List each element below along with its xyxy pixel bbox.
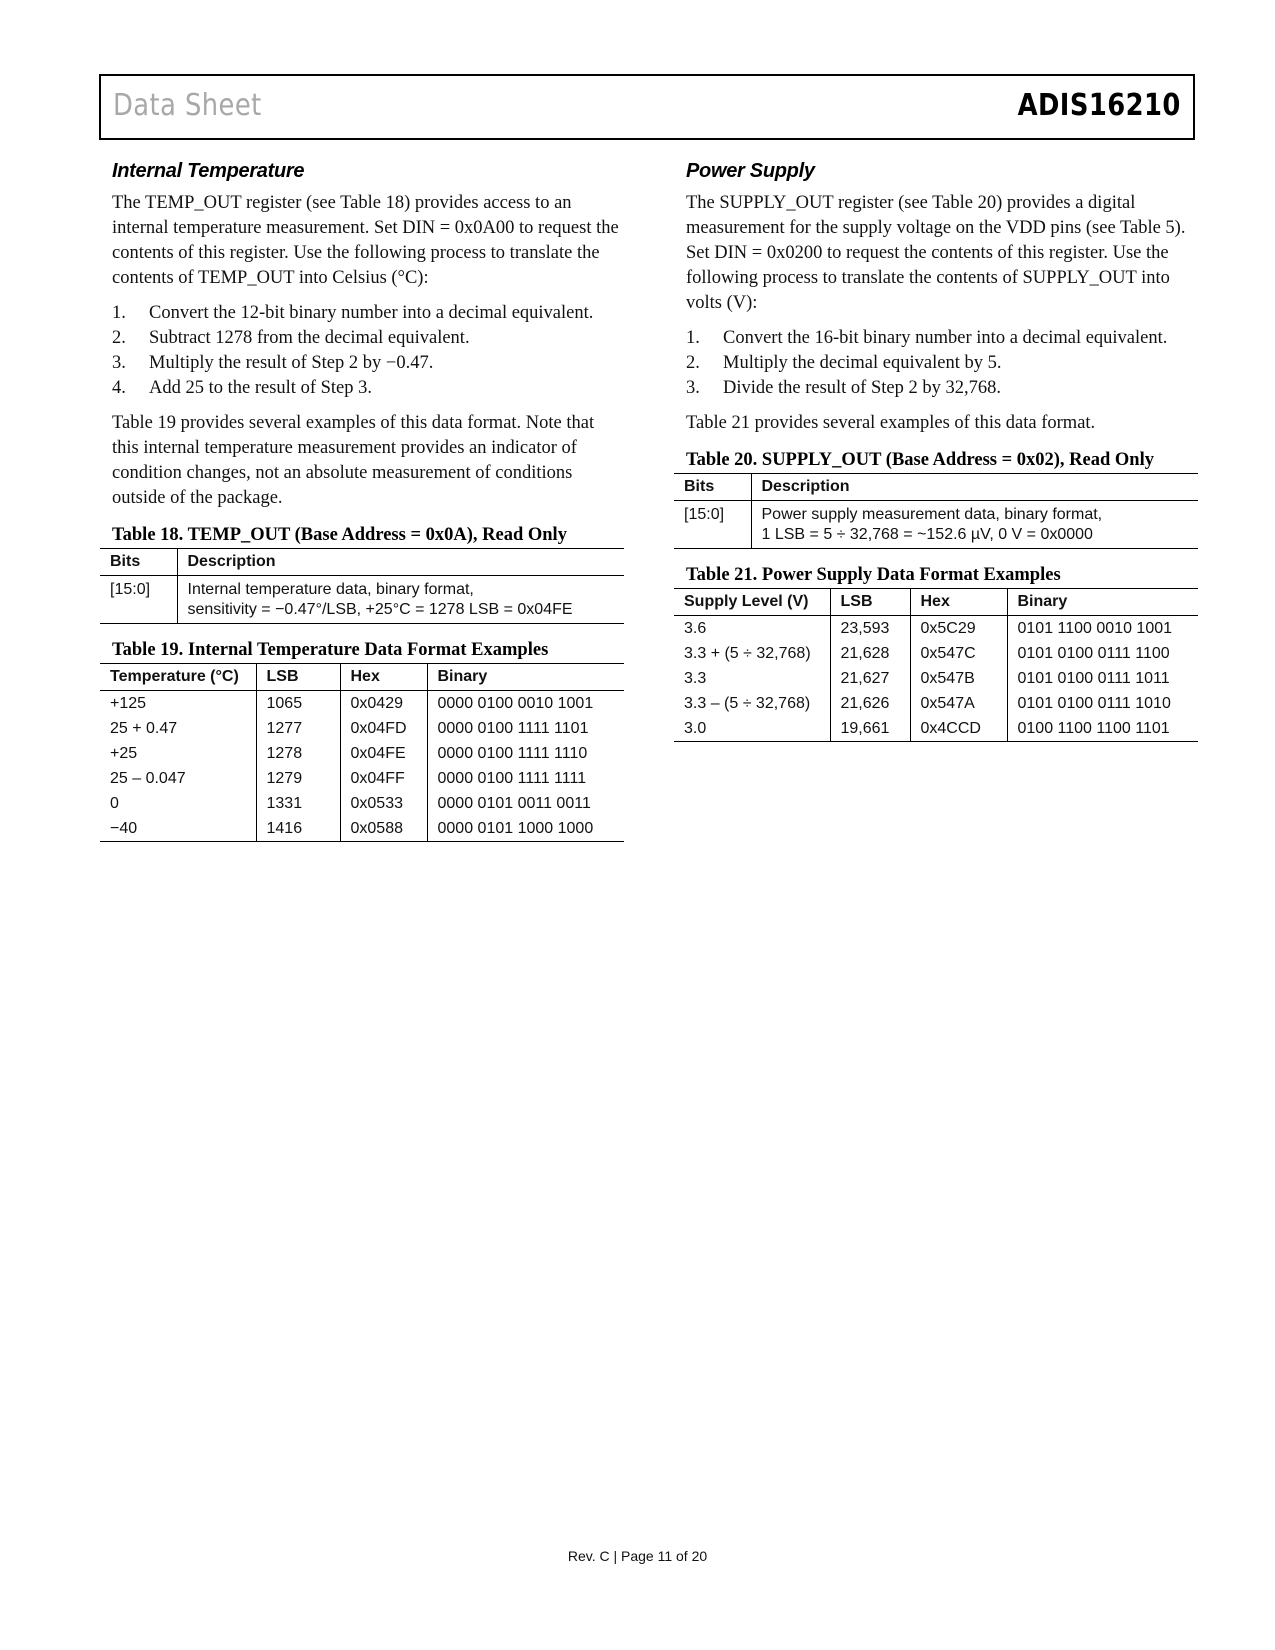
header-doc-type: Data Sheet — [113, 88, 262, 123]
table-header: Binary — [1007, 589, 1198, 616]
table-header: LSB — [256, 664, 340, 691]
table-cell: 21,626 — [830, 691, 910, 716]
temp-steps-list — [112, 301, 622, 401]
table18 — [100, 548, 624, 624]
table-row — [100, 716, 624, 741]
table-cell: 0000 0100 1111 1101 — [427, 716, 624, 741]
table-row — [100, 691, 624, 717]
table-row — [674, 501, 1198, 549]
left-column — [112, 160, 622, 842]
table-cell: 3.6 — [684, 620, 707, 637]
section-heading-power-supply: Power Supply — [686, 160, 815, 182]
table19 — [100, 663, 624, 842]
supply-intro-paragraph: The SUPPLY_OUT register (see Table 20) provides a digital measurement for the supply voltage on the VDD pins (see Table 5). Set DIN = 0x0200 to request the contents of this register. Use the following process to translate the contents of SUPPLY_OUT into volts (V): — [686, 193, 1186, 313]
list-item: 3. Multiply the result of Step 2 by −0.47. — [112, 353, 434, 373]
table-row — [100, 741, 624, 766]
table-cell: 0000 0101 0011 0011 — [427, 791, 624, 816]
table-cell: 1065 — [256, 691, 340, 717]
table-cell: 0x04FF — [340, 766, 427, 791]
table-header-row — [674, 474, 1198, 501]
table-cell: +25 — [110, 745, 138, 762]
table-cell: 0101 0100 0111 1010 — [1007, 691, 1198, 716]
table20 — [674, 473, 1198, 549]
table-cell: 1416 — [256, 816, 340, 842]
supply-steps-list — [686, 326, 1196, 401]
table-row — [674, 691, 1198, 716]
header-part-number: ADIS16210 — [1017, 88, 1181, 123]
table-cell: 1278 — [256, 741, 340, 766]
table-cell: 0x4CCD — [910, 716, 1007, 742]
temp-note-paragraph: Table 19 provides several examples of this data format. Note that this internal temperature measurement provides an indicator of condition changes, not an absolute measurement of conditions outside of the package. — [112, 413, 595, 508]
table-cell: [15:0] — [100, 576, 177, 624]
table-header: Supply Level (V) — [674, 589, 830, 616]
page-footer: Rev. C | Page 11 of 20 — [567, 1548, 708, 1564]
list-item: 4. Add 25 to the result of Step 3. — [112, 378, 373, 398]
list-item: 1. Convert the 12-bit binary number into a decimal equivalent. — [112, 303, 594, 323]
list-item: 3. Divide the result of Step 2 by 32,768. — [686, 378, 1001, 398]
table-header: LSB — [830, 589, 910, 616]
table-cell: −40 — [100, 816, 256, 842]
table-cell: 1277 — [256, 716, 340, 741]
table-cell: 0100 1100 1100 1101 — [1007, 716, 1198, 742]
table-row — [674, 716, 1198, 742]
table-header: Description — [177, 549, 624, 576]
table-cell: 0101 1100 0010 1001 — [1007, 616, 1198, 642]
table-cell: 19,661 — [830, 716, 910, 742]
table-cell: 3.3 – (5 ÷ 32,768) — [684, 695, 811, 712]
list-item: 1. Convert the 16-bit binary number into a decimal equivalent. — [686, 328, 1168, 348]
table-cell: 3.3 + (5 ÷ 32,768) — [684, 645, 811, 662]
table-row — [674, 641, 1198, 666]
table-cell: 0101 0100 0111 1100 — [1007, 641, 1198, 666]
table-cell: 3.0 — [674, 716, 830, 742]
table-cell: 23,593 — [830, 616, 910, 642]
table-header: Bits — [674, 474, 751, 501]
table-cell: 0x547C — [910, 641, 1007, 666]
table-cell: 0000 0100 1111 1110 — [427, 741, 624, 766]
right-column — [686, 160, 1196, 742]
supply-note-paragraph: Table 21 provides several examples of this data format. — [686, 413, 1096, 433]
table-cell: 0x547B — [910, 666, 1007, 691]
table-cell: 21,627 — [830, 666, 910, 691]
section-heading-internal-temperature: Internal Temperature — [112, 160, 305, 182]
table-header: Binary — [427, 664, 624, 691]
table-row — [100, 766, 624, 791]
table-cell: [15:0] — [674, 501, 751, 549]
list-item: 2. Multiply the decimal equivalent by 5. — [686, 353, 1002, 373]
table-row — [674, 616, 1198, 642]
table-header-row — [100, 549, 624, 576]
table-header: Bits — [100, 549, 177, 576]
table-cell: 0x04FE — [340, 741, 427, 766]
table-cell: 0000 0101 1000 1000 — [427, 816, 624, 842]
table-cell: 3.3 — [684, 670, 707, 687]
table-cell: 0x547A — [910, 691, 1007, 716]
table-header: Temperature (°C) — [100, 664, 256, 691]
table-cell: +125 — [110, 695, 147, 712]
table19-caption: Table 19. Internal Temperature Data Format Examples — [112, 640, 549, 660]
table-row — [100, 791, 624, 816]
table-cell: 1331 — [256, 791, 340, 816]
table-row — [674, 666, 1198, 691]
table-cell: 0x5C29 — [910, 616, 1007, 642]
table-row — [100, 576, 624, 624]
table-cell: 25 – 0.047 — [110, 770, 186, 787]
temp-intro-paragraph: The TEMP_OUT register (see Table 18) provides access to an internal temperature measurement. Set DIN = 0x0A00 to request the contents of this register. Use the following process to translate the contents of TEMP_OUT into Celsius (°C): — [112, 193, 619, 288]
table-cell: 21,628 — [830, 641, 910, 666]
table20-caption: Table 20. SUPPLY_OUT (Base Address = 0x02), Read Only — [686, 450, 1154, 470]
table-cell: Power supply measurement data, binary format, 1 LSB = 5 ÷ 32,768 = ~152.6 µV, 0 V = 0x0000 — [751, 501, 1198, 549]
table-cell: 0x0429 — [340, 691, 427, 717]
page-header — [99, 74, 1195, 140]
table-row — [100, 816, 624, 842]
table-cell: 0 — [110, 795, 119, 812]
list-item: 2. Subtract 1278 from the decimal equivalent. — [112, 328, 470, 348]
table-cell: 0x04FD — [340, 716, 427, 741]
table-cell: 0000 0100 1111 1111 — [427, 766, 624, 791]
table-cell: 0x0588 — [340, 816, 427, 842]
table-cell: Internal temperature data, binary format, sensitivity = −0.47°/LSB, +25°C = 1278 LSB = 0x04FE — [177, 576, 624, 624]
table-cell: 25 + 0.47 — [110, 720, 178, 737]
table21 — [674, 588, 1198, 742]
table-cell: 0000 0100 0010 1001 — [427, 691, 624, 717]
table-cell: 1279 — [256, 766, 340, 791]
table18-caption: Table 18. TEMP_OUT (Base Address = 0x0A), Read Only — [112, 525, 567, 545]
table-header-row — [674, 589, 1198, 616]
table-header: Hex — [340, 664, 427, 691]
table-header: Description — [751, 474, 1198, 501]
table-cell: 0x0533 — [340, 791, 427, 816]
table21-caption: Table 21. Power Supply Data Format Examples — [686, 565, 1061, 585]
table-cell: 0101 0100 0111 1011 — [1007, 666, 1198, 691]
table-header-row — [100, 664, 624, 691]
table-header: Hex — [910, 589, 1007, 616]
